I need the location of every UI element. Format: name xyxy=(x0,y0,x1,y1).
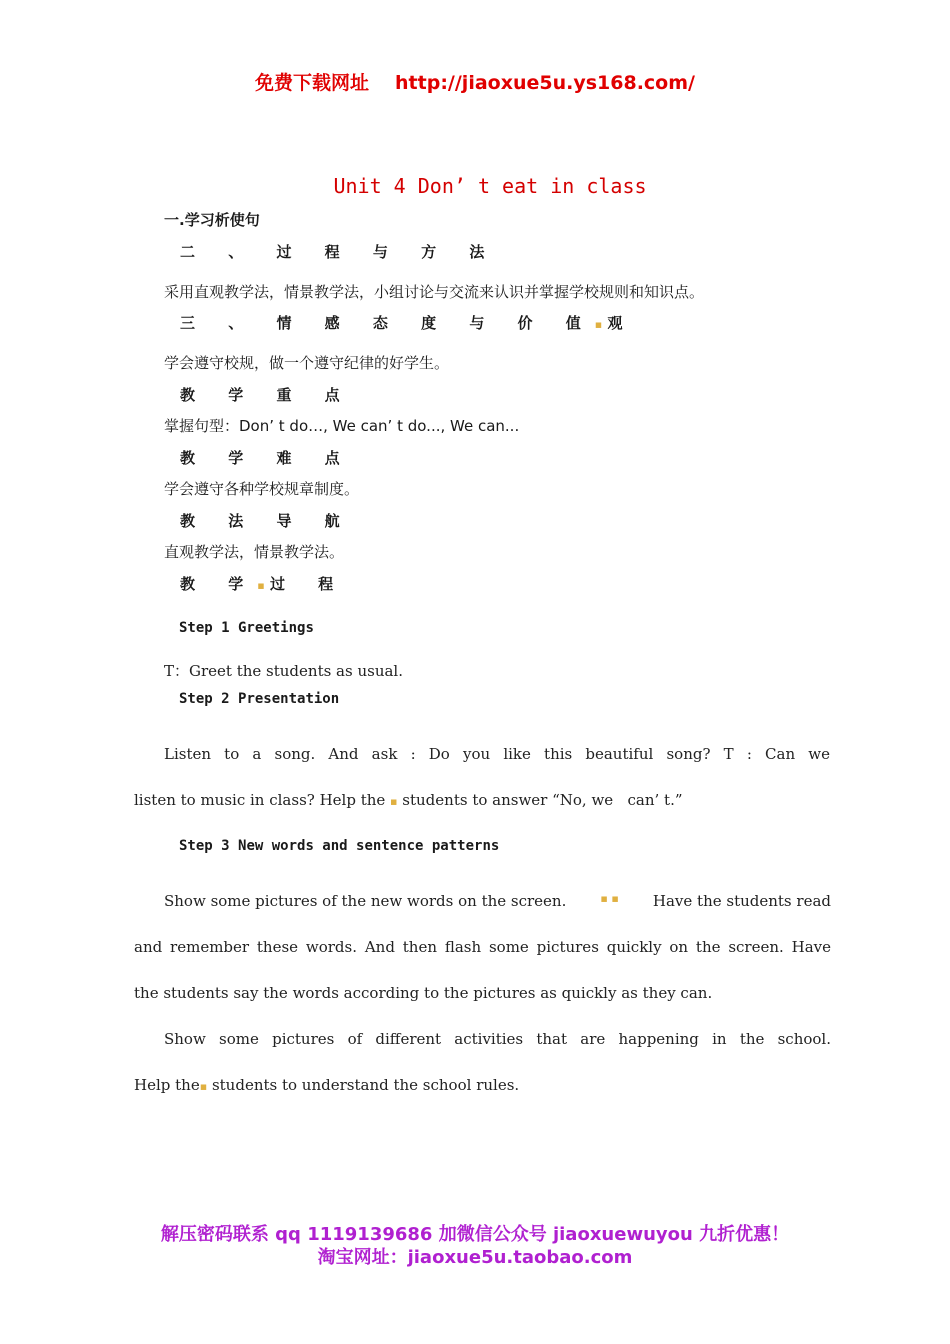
step-3-p1-line-1-a: Show some pictures of the new words on the screen. xyxy=(164,892,567,910)
step-1-title-a: Step 1 Greetin xyxy=(179,620,298,636)
section-5-text: 学会遵守各种学校规章制度。 xyxy=(164,480,360,498)
step-2-line-1: Listen to a song. And ask : Do you like this beautiful song? T : Can we xyxy=(164,745,830,763)
section-3-heading-text: 三 、 情 感 态 度 与 价 值 xyxy=(180,314,595,332)
step-3-p1-line-3 xyxy=(134,984,712,1002)
step-2-title-b: resentation xyxy=(246,691,340,707)
step-2-title-a: Step 2 P xyxy=(179,691,247,707)
section-6-text: 直观教学法，情景教学法。 xyxy=(164,543,345,561)
step-1-text: T：Greet the students as usual. xyxy=(164,662,403,680)
step-1-title xyxy=(179,620,314,636)
section-3-heading xyxy=(180,312,623,333)
document-title: Unit 4 Don’ t eat in class xyxy=(333,174,647,198)
download-label: 免费下载网址 xyxy=(255,72,370,94)
marker-dot: ▪ xyxy=(257,579,265,592)
step-2-line-2-a: listen to music in class? Help the xyxy=(134,791,386,809)
section-6-heading: 教 法 导 航 xyxy=(180,512,354,530)
step-2-line-2-c: can’ t.” xyxy=(627,791,683,809)
download-url-link[interactable]: http://jiaoxue5u.ys168.com/ xyxy=(395,72,695,94)
step-2-title xyxy=(179,691,339,707)
section-5-heading: 教 学 难 点 xyxy=(180,449,354,467)
step-3-title-a: Step 3 xyxy=(179,838,230,854)
section-4-text: 掌握句型：Don’ t do…, We can’ t do..., We can... xyxy=(164,417,520,435)
step-3-p1-line-2: and remember these words. And then flash some pictures quickly on the screen. Have xyxy=(134,938,831,956)
marker-dot: ▪ xyxy=(594,318,603,331)
section-3-heading-end: 观 xyxy=(607,314,623,332)
step-3-title xyxy=(179,838,499,854)
section-7-heading xyxy=(180,573,347,594)
step-2-line-2-b: students to answer “No, we xyxy=(402,791,614,809)
step-3-title-c: entence patterns xyxy=(364,838,500,854)
section-7-heading-b: 过 程 xyxy=(269,575,348,593)
step-3-p2-line-2 xyxy=(134,1076,519,1094)
section-3-text: 学会遵守校规，做一个遵守纪律的好学生。 xyxy=(164,354,450,372)
step-3-title-b: New words and s xyxy=(238,838,365,854)
step-3-p2-line-1: Show some pictures of different activities that are happening in the school. xyxy=(164,1030,831,1048)
download-banner xyxy=(0,68,950,95)
footer-contact-line: 解压密码联系 qq 1119139686 加微信公众号 jiaoxuewuyou 九折优惠！ xyxy=(160,1224,790,1245)
step-3-p1-line-1 xyxy=(164,892,831,910)
section-2-text: 采用直观教学法，情景教学法，小组讨论与交流来认识并掌握学校规则和知识点。 xyxy=(164,283,705,301)
step-2-line-2 xyxy=(134,791,683,809)
step-3-p2-line-2-b: students to understand the school rules. xyxy=(211,1076,520,1094)
section-2-heading: 二 、 过 程 与 方 法 xyxy=(180,243,499,261)
footer-taobao-link[interactable]: 淘宝网址：jiaoxue5u.taobao.com xyxy=(317,1247,633,1268)
section-1-heading: 一.学习析使句 xyxy=(164,211,260,229)
step-3-p1-line-3-a: the students say the words according to the pictures as qui xyxy=(134,984,586,1002)
step-3-p1-line-3-b: ckly as they can. xyxy=(585,984,713,1002)
section-7-heading-a: 教 学 xyxy=(180,575,258,593)
step-1-title-b: gs xyxy=(297,620,314,636)
step-3-p1-line-1-b: Have the students read xyxy=(652,892,831,910)
section-4-heading: 教 学 重 点 xyxy=(180,386,354,404)
marker-dot: ▪ xyxy=(199,1080,208,1093)
step-3-p2-line-2-a: Help the xyxy=(134,1076,200,1094)
marker-dot: ▪ xyxy=(390,795,398,808)
marker-dots: ▪ ▪ xyxy=(600,892,619,905)
